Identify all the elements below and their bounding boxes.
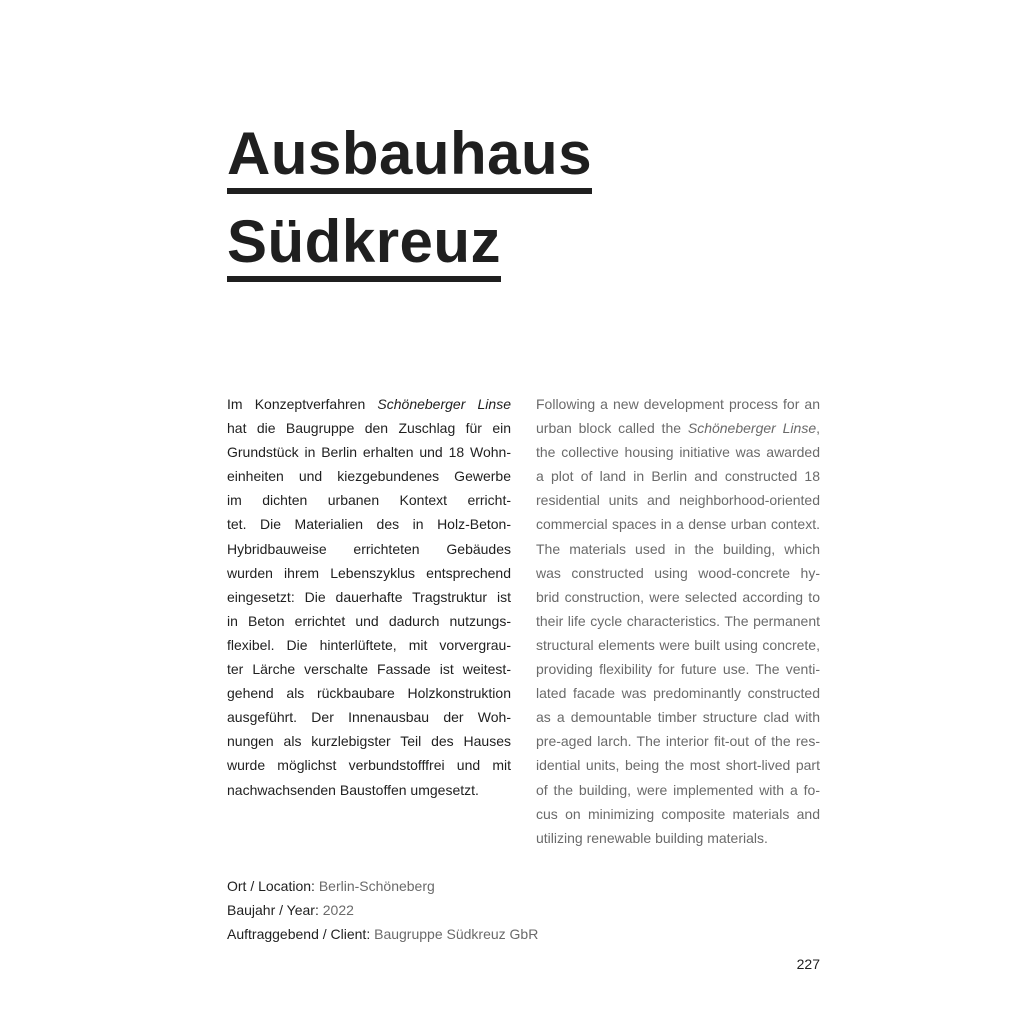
english-text-line-text: , <box>816 420 820 437</box>
client-label: Auftraggebend / Client: <box>227 926 371 942</box>
german-text-line: wurden ihrem Lebenszyklus entsprechend <box>227 564 511 581</box>
client-value: Baugruppe Südkreuz GbR <box>374 926 539 942</box>
english-text-line-text: urban block called the <box>536 420 688 437</box>
project-info <box>227 874 538 946</box>
german-text-line: flexibel. Die hinterlüftete, mit vorvergrau- <box>227 636 511 653</box>
location-row <box>227 874 538 898</box>
english-text-line <box>536 416 820 440</box>
german-text-line: Hybridbauweise errichteten Gebäudes <box>227 540 511 557</box>
german-text-line: ter Lärche verschalte Fassade ist weitest- <box>227 661 511 678</box>
english-text-line: providing flexibility for future use. The venti- <box>536 661 820 678</box>
german-text-line-text: Im Konzeptverfahren <box>227 396 378 412</box>
german-text-line: ausgeführt. Der Innenausbau der Woh- <box>227 709 511 726</box>
english-text-line: residential units and neighborhood-oriented <box>536 492 820 509</box>
year-value: 2022 <box>322 902 354 918</box>
title-line-2: Südkreuz <box>227 208 501 282</box>
english-text-line: as a demountable timber structure clad with <box>536 709 820 726</box>
english-text-line: was constructed using wood-concrete hy- <box>536 564 820 581</box>
english-text-line: the collective housing initiative was awarded <box>536 444 820 461</box>
english-text-line: their life cycle characteristics. The permanent <box>536 612 820 629</box>
german-text-line: einheiten und kiezgebundenes Gewerbe <box>227 468 511 485</box>
german-text-line: hat die Baugruppe den Zuschlag für ein <box>227 420 511 437</box>
english-text-line: Following a new development process for an <box>536 396 820 412</box>
english-text-column <box>536 392 820 850</box>
german-text-line: nungen als kurzlebigster Teil des Hauses <box>227 733 511 750</box>
english-text-line: lated facade was predominantly constructed <box>536 685 820 702</box>
english-text-line: utilizing renewable building materials. <box>536 829 768 846</box>
german-text-line: in Beton errichtet und dadurch nutzungs- <box>227 612 511 629</box>
english-text-line: pre-aged larch. The interior fit-out of the res- <box>536 733 820 750</box>
english-text-line: commercial spaces in a dense urban context. <box>536 516 820 533</box>
english-text-line: a plot of land in Berlin and constructed 18 <box>536 468 820 485</box>
location-value: Berlin-Schöneberg <box>318 878 435 894</box>
english-text-line: brid construction, were selected according to <box>536 588 820 605</box>
title-line-1: Ausbauhaus <box>227 120 592 194</box>
english-text-line: The materials used in the building, which <box>536 540 820 557</box>
page-number: 227 <box>796 956 820 972</box>
german-text-line: Grundstück in Berlin erhalten und 18 Wohn- <box>227 444 511 461</box>
location-label: Ort / Location: <box>227 878 315 894</box>
german-text-line-emphasis: Schöneberger Linse <box>377 396 511 412</box>
year-row <box>227 898 538 922</box>
german-text-line: nachwachsenden Baustoffen umgesetzt. <box>227 781 479 798</box>
client-row <box>227 922 538 946</box>
english-text-line-emphasis: Schöneberger Linse <box>687 420 817 437</box>
english-text-line: cus on minimizing composite materials and <box>536 805 820 822</box>
german-text-line <box>227 392 511 416</box>
german-text-column <box>227 392 511 802</box>
german-text-line: tet. Die Materialien des in Holz-Beton- <box>227 516 511 533</box>
german-text-line: eingesetzt: Die dauerhafte Tragstruktur ist <box>227 588 511 605</box>
english-text-line: of the building, were implemented with a fo- <box>536 781 820 798</box>
english-text-line: idential units, being the most short-lived part <box>536 757 820 774</box>
english-text-line: structural elements were built using concrete, <box>536 636 820 653</box>
year-label: Baujahr / Year: <box>227 902 319 918</box>
german-text-line: im dichten urbanen Kontext erricht- <box>227 492 511 509</box>
german-text-line: wurde möglichst verbundstofffrei und mit <box>227 757 511 774</box>
page-title <box>227 120 827 296</box>
german-text-line: gehend als rückbaubare Holzkonstruktion <box>227 685 511 702</box>
